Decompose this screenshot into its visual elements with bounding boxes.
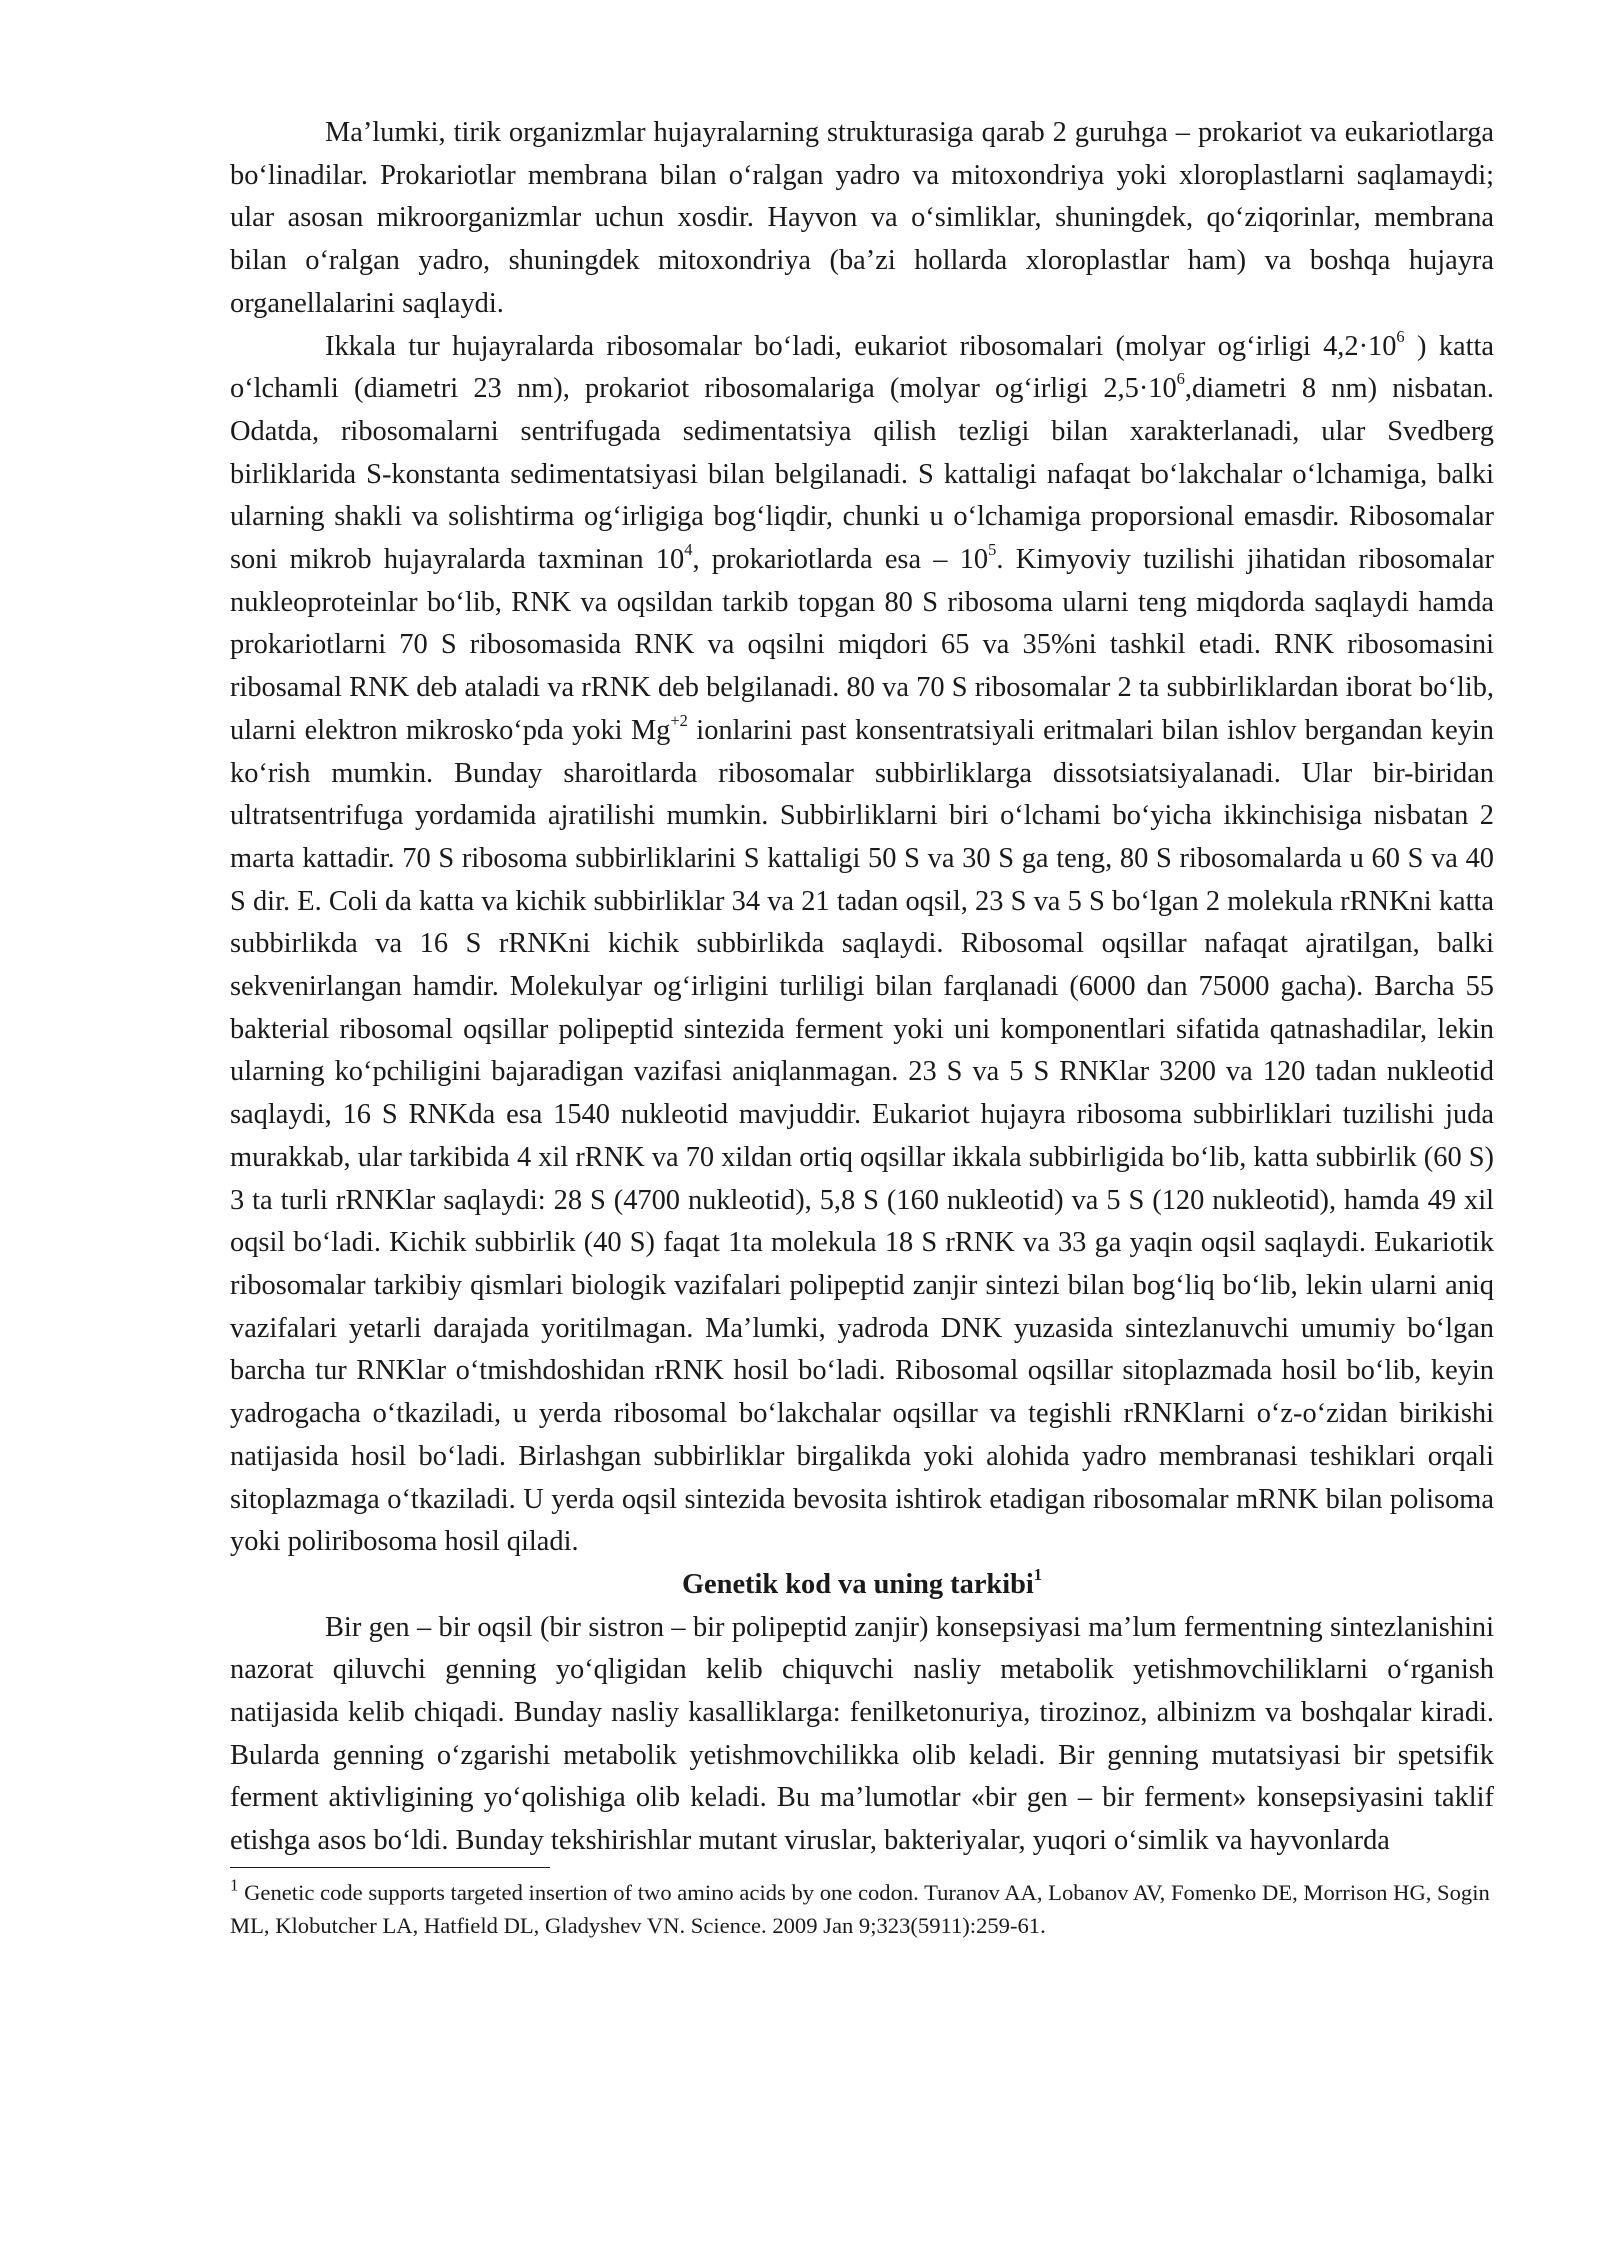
superscript: +2	[670, 710, 688, 730]
text-run: . Kimyoviy tuzilishi jihatidan ribosomalar nukleoproteinlar bo‘lib, RNK va oqsildan tarkib topgan 80 S ribosoma ularni teng miqdorda saqlaydi hamda prokariotlarni 70 S ribosomasida RNK va oqsilni miqdori 65 va 35%ni tashkil etadi. RNK ribosomasini ribosamal RNK deb ataladi va rRNK deb belgilanadi. 80 va 70 S ribosomalar 2 ta subbirliklardan iborat bo‘lib, ularni elektron mikrosko‘pda yoki Mg	[230, 544, 1494, 746]
superscript: 6	[1396, 326, 1405, 346]
paragraph-p3	[230, 1607, 1494, 1863]
footnote-reference[interactable]: 1	[1033, 1564, 1043, 1584]
section-heading-text: Genetik kod va uning tarkibi	[681, 1568, 1034, 1600]
body-text	[230, 112, 1494, 1564]
text-run: Ikkala tur hujayralarda ribosomalar bo‘ladi, eukariot ribosomalari (molyar og‘irligi 4,2·10	[325, 330, 1397, 362]
text-run: ,diametri 8 nm) nisbatan. Odatda, ribosomalarni sentrifugada sedimentatsiya qilish tezligi bilan xarakterlanadi, ular Svedberg birliklarida S-konstanta sedimentatsiyasi bilan belgilanadi. S kattaligi nafaqat bo‘lakchalar o‘lchamiga, balki ularning shakli va solishtirma og‘irligiga bog‘liqdir, chunki u o‘lchamiga proporsional emasdir. Ribosomalar soni mikrob hujayralarda taxminan 10	[230, 373, 1494, 576]
text-run: Bir gen – bir oqsil (bir sistron – bir polipeptid zanjir) konsepsiyasi ma’lum fermentning sintezlanishini nazorat qiluvchi genning yo‘qligidan kelib chiquvchi nasliy metabolik yetishmovchiliklarni o‘rganish natijasida kelib chiqadi. Bunday nasliy kasalliklarga: fenilketonuriya, tirozinoz, albinizm va boshqalar kiradi. Bularda genning o‘zgarishi metabolik yetishmovchilikka olib keladi. Bir genning mutatsiyasi bir spetsifik ferment aktivligining yo‘qolishiga olib keladi. Bu ma’lumotlar «bir gen – bir ferment» konsepsiyasini taklif etishga asos bo‘ldi. Bunday tekshirishlar mutant viruslar, bakteriyalar, yuqori o‘simlik va hayvonlarda	[230, 1611, 1494, 1857]
superscript: 4	[684, 539, 693, 559]
document-page	[230, 112, 1494, 1943]
paragraph-p2	[230, 326, 1494, 1564]
superscript: 6	[1176, 369, 1185, 389]
footnote-text: Genetic code supports targeted insertion of two amino acids by one codon. Turanov AA, Lobanov AV, Fomenko DE, Morrison HG, Sogin ML, Klobutcher LA, Hatfield DL, Gladyshev VN. Science. 2009 Jan 9;323(5911):259-61.	[230, 1879, 1490, 1939]
superscript: 5	[988, 539, 997, 559]
text-run: ) katta o‘lchamli (diametri 23 nm), prokariot ribosomalariga (molyar og‘irligi 2,5·10	[230, 330, 1494, 405]
paragraph-p1	[230, 112, 1494, 326]
body-text-continued	[230, 1607, 1494, 1863]
footnote-separator	[230, 1867, 550, 1868]
text-run: Ma’lumki, tirik organizmlar hujayralarning strukturasiga qarab 2 guruhga – prokariot va eukariotlarga bo‘linadilar. Prokariotlar membrana bilan o‘ralgan yadro va mitoxondriya yoki xloroplastlarni saqlamaydi; ular asosan mikroorganizmlar uchun xosdir. Hayvon va o‘simliklar, shuningdek, qo‘ziqorinlar, membrana bilan o‘ralgan yadro, shuningdek mitoxondriya (ba’zi hollarda xloroplastlar ham) va boshqa hujayra organellalarini saqlaydi.	[230, 117, 1494, 319]
text-run: , prokariotlarda esa – 10	[692, 544, 989, 576]
footnote	[230, 1876, 1494, 1943]
text-run: ionlarini past konsentratsiyali eritmalari bilan ishlov bergandan keyin ko‘rish mumkin. Bunday sharoitlarda ribosomalar subbirliklarga dissotsiatsiyalanadi. Ular bir-biridan ultratsentrifuga yordamida ajratilishi mumkin. Subbirliklarni biri o‘lchami bo‘yicha ikkinchisiga nisbatan 2 marta kattadir. 70 S ribosoma subbirliklarini S kattaligi 50 S va 30 S ga teng, 80 S ribosomalarda u 60 S va 40 S dir. E. Coli da katta va kichik subbirliklar 34 va 21 tadan oqsil, 23 S va 5 S bo‘lgan 2 molekula rRNKni katta subbirlikda va 16 S rRNKni kichik subbirlikda saqlaydi. Ribosomal oqsillar nafaqat ajratilgan, balki sekvenirlangan hamdir. Molekulyar og‘irligini turliligi bilan farqlanadi (6000 dan 75000 gacha). Barcha 55 bakterial ribosomal oqsillar polipeptid sintezida ferment yoki uni komponentlari sifatida qatnashadilar, lekin ularning ko‘pchiligini bajaradigan vazifasi aniqlanmagan. 23 S va 5 S RNKlar 3200 va 120 tadan nukleotid saqlaydi, 16 S RNKda esa 1540 nukleotid mavjuddir. Eukariot hujayra ribosoma subbirliklari tuzilishi juda murakkab, ular tarkibida 4 xil rRNK va 70 xildan ortiq oqsillar ikkala subbirligida bo‘lib, katta subbirlik (60 S) 3 ta turli rRNKlar saqlaydi: 28 S (4700 nukleotid), 5,8 S (160 nukleotid) va 5 S (120 nukleotid), hamda 49 xil oqsil bo‘ladi. Kichik subbirlik (40 S) faqat 1ta molekula 18 S rRNK va 33 ga yaqin oqsil saqlaydi. Eukariotik ribosomalar tarkibiy qismlari biologik vazifalari polipeptid zanjir sintezi bilan bog‘liq bo‘lib, lekin ularni aniq vazifalari yetarli darajada yoritilmagan. Ma’lumki, yadroda DNK yuzasida sintezlanuvchi umumiy bo‘lgan barcha tur RNKlar o‘tmishdoshidan rRNK hosil bo‘ladi. Ribosomal oqsillar sitoplazmada hosil bo‘lib, keyin yadrogacha o‘tkaziladi, u yerda ribosomal bo‘lakchalar oqsillar va tegishli rRNKlarni o‘z-o‘zidan birikishi natijasida hosil bo‘ladi. Birlashgan subbirliklar birgalikda yoki alohida yadro membranasi teshiklari orqali sitoplazmaga o‘tkaziladi. U yerda oqsil sintezida bevosita ishtirok etadigan ribosomalar mRNK bilan polisoma yoki poliribosoma hosil qiladi.	[230, 714, 1494, 1558]
section-heading	[230, 1564, 1494, 1607]
footnote-mark: 1	[230, 1875, 239, 1895]
